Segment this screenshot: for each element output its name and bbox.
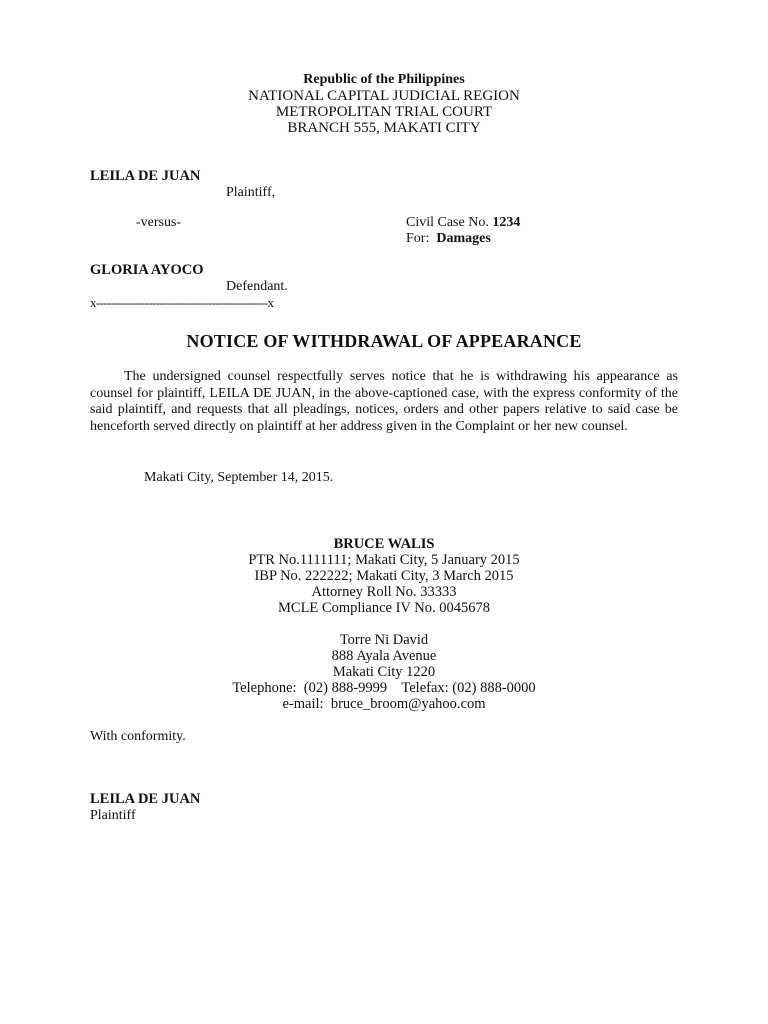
header-republic: Republic of the Philippines (303, 72, 465, 87)
case-number-line (406, 215, 520, 231)
header-region: NATIONAL CAPITAL JUDICIAL REGION (248, 88, 520, 104)
counsel-address-line3: Makati City 1220 (332, 664, 436, 680)
header-court: METROPOLITAN TRIAL COURT (275, 104, 493, 120)
counsel-ibp: IBP No. 222222; Makati City, 3 March 2015 (254, 568, 514, 584)
counsel-name: BRUCE WALIS (333, 536, 435, 552)
conformity-role: Plaintiff (90, 808, 136, 823)
caption-separator: x----------------------------------------------x (90, 295, 274, 310)
for-value: Damages (436, 231, 491, 246)
conformity-name: LEILA DE JUAN (90, 791, 201, 807)
defendant-name: GLORIA AYOCO (90, 262, 204, 278)
counsel-address-line2: 888 Ayala Avenue (331, 648, 437, 664)
case-for-line (406, 231, 491, 247)
conformity-label: With conformity. (90, 729, 186, 744)
counsel-telephone: Telephone: (02) 888-9999 Telefax: (02) 888-0000 (232, 680, 536, 696)
header-branch: BRANCH 555, MAKATI CITY (287, 120, 481, 136)
case-label: Civil Case No. (406, 215, 493, 230)
defendant-role: Defendant. (226, 279, 288, 294)
counsel-address-line1: Torre Ni David (339, 632, 429, 648)
plaintiff-role: Plaintiff, (226, 185, 276, 200)
document-title: NOTICE OF WITHDRAWAL OF APPEARANCE (186, 331, 582, 351)
case-number: 1234 (492, 215, 521, 230)
counsel-ptr: PTR No.1111111; Makati City, 5 January 2015 (248, 552, 520, 568)
counsel-mcle: MCLE Compliance IV No. 0045678 (278, 600, 490, 616)
counsel-roll: Attorney Roll No. 33333 (311, 584, 457, 600)
for-label: For: (406, 231, 437, 246)
body-paragraph: The undersigned counsel respectfully serves notice that he is withdrawing his appearance as counsel for plaintiff, LEILA DE JUAN, in the above-captioned case, with the express conformity of the said plaintiff, and requests that all pleadings, notices, orders and other papers relative to said case be henceforth served directly on plaintiff at her address given in the Complaint or her new counsel. (90, 369, 678, 434)
counsel-email: e-mail: bruce_broom@yahoo.com (282, 696, 486, 712)
versus-label: -versus- (136, 215, 182, 230)
plaintiff-name: LEILA DE JUAN (90, 168, 201, 184)
place-date: Makati City, September 14, 2015. (144, 470, 334, 485)
